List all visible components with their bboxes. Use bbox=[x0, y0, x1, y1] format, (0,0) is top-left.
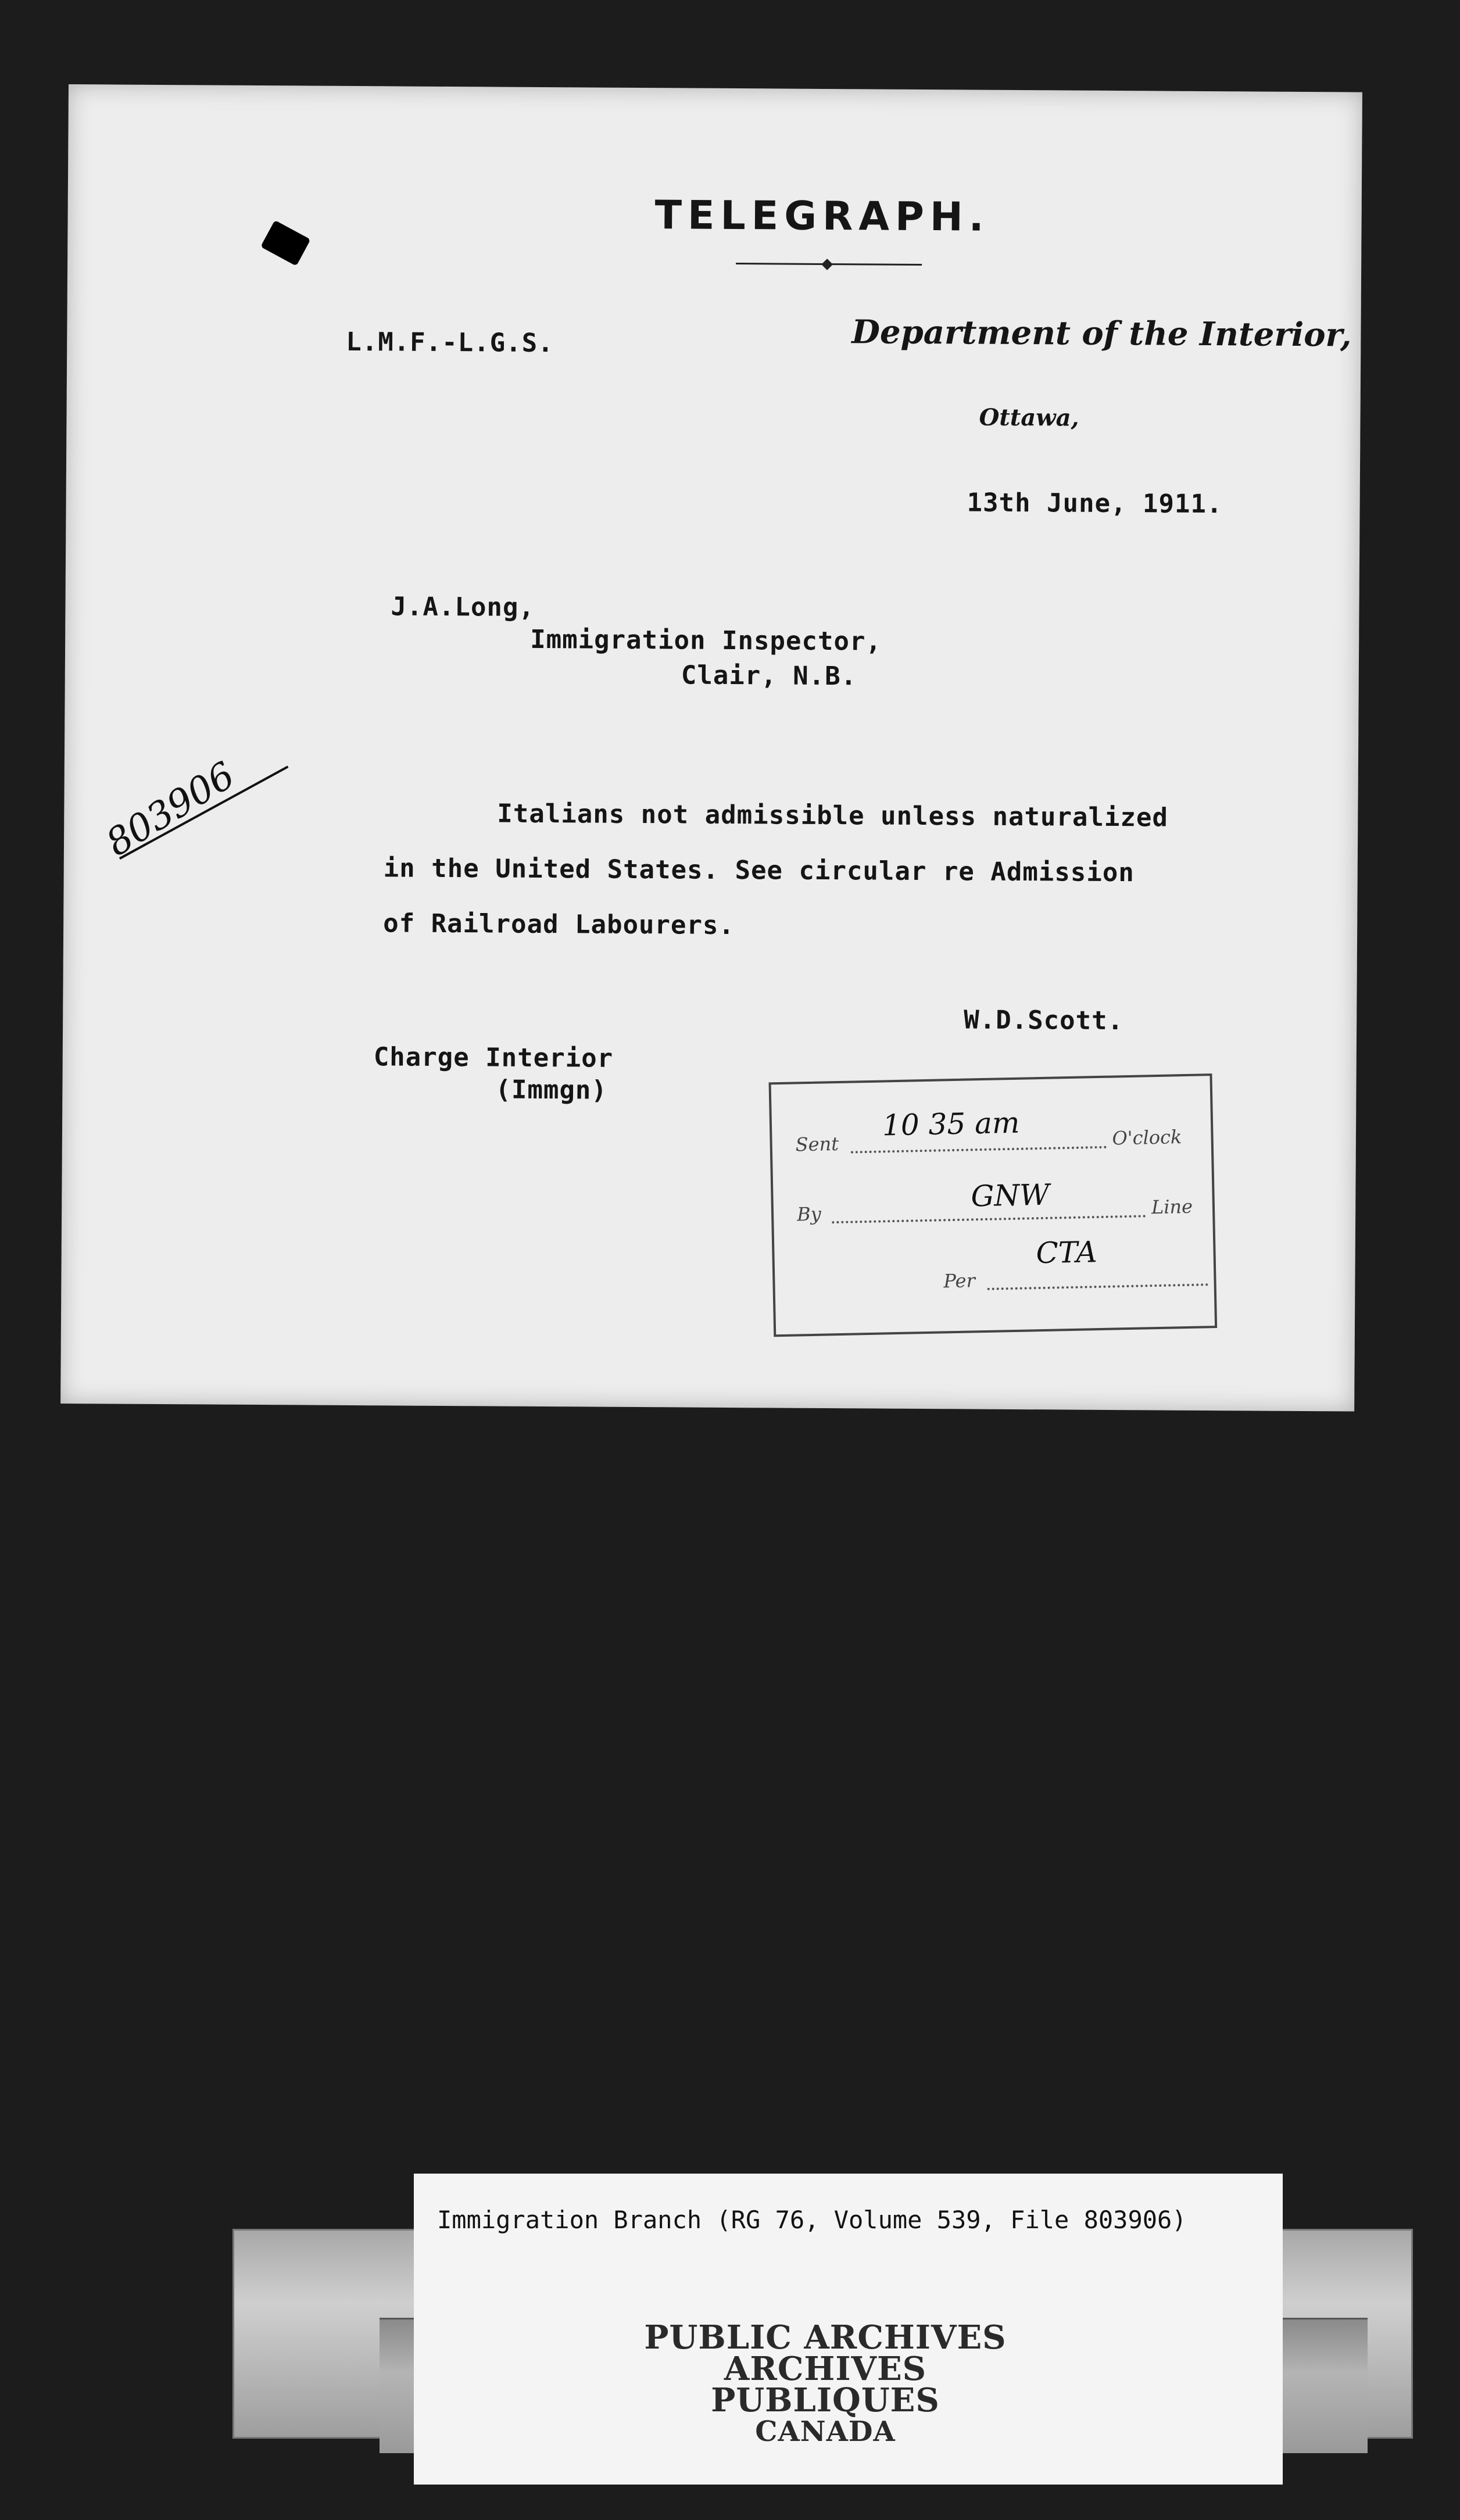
by-label: By bbox=[796, 1202, 822, 1226]
ink-blot bbox=[260, 220, 310, 266]
reference-code: L.M.F.-L.G.S. bbox=[346, 327, 554, 359]
recipient-name: J.A.Long, bbox=[391, 592, 535, 622]
telegram-page bbox=[60, 84, 1362, 1412]
per-label: Per bbox=[943, 1269, 976, 1293]
archive-stamp-line: ARCHIVES PUBLIQUES bbox=[711, 2350, 940, 2419]
by-dotted-line bbox=[832, 1215, 1146, 1223]
charge-line: (Immgn) bbox=[495, 1075, 608, 1105]
per-dotted-line bbox=[987, 1283, 1208, 1290]
body-line: of Railroad Labourers. bbox=[383, 908, 735, 941]
telegram-date: 13th June, 1911. bbox=[967, 488, 1223, 520]
telegram-title: TELEGRAPH. bbox=[654, 192, 990, 241]
sent-stamp bbox=[769, 1073, 1218, 1337]
archive-stamp-line: PUBLIC ARCHIVES bbox=[644, 2318, 1007, 2357]
oclock-label: O'clock bbox=[1112, 1126, 1182, 1150]
body-line: in the United States. See circular re Admission bbox=[383, 853, 1135, 888]
sent-dotted-line bbox=[851, 1146, 1107, 1154]
title-divider bbox=[736, 263, 922, 266]
line-label: Line bbox=[1151, 1195, 1193, 1219]
archive-caption: Immigration Branch (RG 76, Volume 539, File 803906) bbox=[437, 2206, 1187, 2234]
recipient-location: Clair, N.B. bbox=[681, 660, 857, 692]
city-line: Ottawa, bbox=[979, 403, 1079, 432]
sent-time: 10 35 am bbox=[882, 1105, 1020, 1143]
department-heading: Department of the Interior, bbox=[851, 313, 1352, 355]
per-value: CTA bbox=[1035, 1235, 1098, 1270]
by-value: GNW bbox=[970, 1177, 1050, 1214]
archive-stamp-line: CANADA bbox=[755, 2415, 896, 2448]
recipient-title: Immigration Inspector, bbox=[530, 624, 882, 657]
charge-line: Charge Interior bbox=[373, 1042, 614, 1073]
archive-stamp bbox=[604, 2318, 1046, 2448]
signature: W.D.Scott. bbox=[964, 1005, 1124, 1036]
body-line: Italians not admissible unless naturalized bbox=[497, 799, 1169, 833]
handwritten-file-number: 803906 bbox=[99, 754, 242, 865]
sent-label: Sent bbox=[795, 1132, 839, 1156]
